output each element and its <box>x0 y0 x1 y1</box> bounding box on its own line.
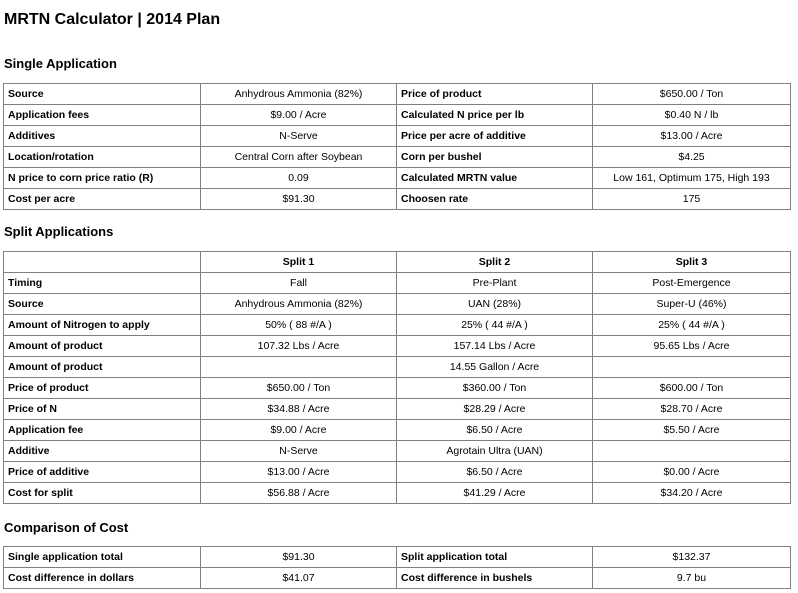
field-value: 0.09 <box>201 168 397 189</box>
field-value: $13.00 / Acre <box>593 126 791 147</box>
split-applications-heading: Split Applications <box>4 224 114 239</box>
split-3-value: $34.20 / Acre <box>593 483 791 504</box>
table-row <box>4 378 791 399</box>
table-row <box>4 399 791 420</box>
split-3-value: 95.65 Lbs / Acre <box>593 336 791 357</box>
table-row <box>4 483 791 504</box>
split-2-value: $6.50 / Acre <box>397 420 593 441</box>
split-3-value: Super-U (46%) <box>593 294 791 315</box>
field-value: $41.07 <box>201 568 397 589</box>
split-1-value: $34.88 / Acre <box>201 399 397 420</box>
table-row <box>4 168 791 189</box>
table-row <box>4 294 791 315</box>
row-label: Price of product <box>4 378 201 399</box>
split-1-value: $9.00 / Acre <box>201 420 397 441</box>
split-2-value: Pre-Plant <box>397 273 593 294</box>
split-1-value: 50% ( 88 #/A ) <box>201 315 397 336</box>
field-value: $9.00 / Acre <box>201 105 397 126</box>
row-label: Price of N <box>4 399 201 420</box>
field-value: $650.00 / Ton <box>593 84 791 105</box>
row-label: Amount of product <box>4 336 201 357</box>
table-row <box>4 315 791 336</box>
field-value: Central Corn after Soybean <box>201 147 397 168</box>
field-label: Application fees <box>4 105 201 126</box>
split-1-value: $650.00 / Ton <box>201 378 397 399</box>
split-3-value: $0.00 / Acre <box>593 462 791 483</box>
split-3-value <box>593 441 791 462</box>
column-header-split-2: Split 2 <box>397 252 593 273</box>
comparison-of-cost-heading: Comparison of Cost <box>4 520 129 535</box>
single-application-heading: Single Application <box>4 56 117 71</box>
field-label: Split application total <box>397 547 593 568</box>
split-3-value: 25% ( 44 #/A ) <box>593 315 791 336</box>
split-3-value: $5.50 / Acre <box>593 420 791 441</box>
single-application-table <box>3 83 791 210</box>
row-label: Additive <box>4 441 201 462</box>
split-3-value: $28.70 / Acre <box>593 399 791 420</box>
table-row <box>4 420 791 441</box>
split-1-value: N-Serve <box>201 441 397 462</box>
row-label: Amount of product <box>4 357 201 378</box>
split-1-value: 107.32 Lbs / Acre <box>201 336 397 357</box>
field-label: Additives <box>4 126 201 147</box>
field-value: $132.37 <box>593 547 791 568</box>
table-row <box>4 189 791 210</box>
split-2-value: 14.55 Gallon / Acre <box>397 357 593 378</box>
split-3-value: $600.00 / Ton <box>593 378 791 399</box>
table-row <box>4 568 791 589</box>
field-value: $91.30 <box>201 189 397 210</box>
split-3-value: Post-Emergence <box>593 273 791 294</box>
table-row <box>4 357 791 378</box>
table-row <box>4 105 791 126</box>
row-label: Amount of Nitrogen to apply <box>4 315 201 336</box>
split-2-value: $28.29 / Acre <box>397 399 593 420</box>
field-label: Single application total <box>4 547 201 568</box>
field-label: Location/rotation <box>4 147 201 168</box>
field-value: $91.30 <box>201 547 397 568</box>
table-row <box>4 84 791 105</box>
field-label: Cost per acre <box>4 189 201 210</box>
field-label: Corn per bushel <box>397 147 593 168</box>
column-header-split-1: Split 1 <box>201 252 397 273</box>
field-label: Price per acre of additive <box>397 126 593 147</box>
field-value: 175 <box>593 189 791 210</box>
field-label: Price of product <box>397 84 593 105</box>
field-value: $4.25 <box>593 147 791 168</box>
field-label: Calculated N price per lb <box>397 105 593 126</box>
split-1-value: $13.00 / Acre <box>201 462 397 483</box>
table-row <box>4 273 791 294</box>
row-label: Timing <box>4 273 201 294</box>
split-2-value: 25% ( 44 #/A ) <box>397 315 593 336</box>
field-label: N price to corn price ratio (R) <box>4 168 201 189</box>
field-label: Calculated MRTN value <box>397 168 593 189</box>
split-2-value: Agrotain Ultra (UAN) <box>397 441 593 462</box>
row-label: Price of additive <box>4 462 201 483</box>
field-value: Low 161, Optimum 175, High 193 <box>593 168 791 189</box>
table-row <box>4 547 791 568</box>
row-label: Application fee <box>4 420 201 441</box>
table-row <box>4 441 791 462</box>
table-row <box>4 147 791 168</box>
field-label: Cost difference in bushels <box>397 568 593 589</box>
split-1-value: Fall <box>201 273 397 294</box>
comparison-table <box>3 546 791 589</box>
field-value: Anhydrous Ammonia (82%) <box>201 84 397 105</box>
field-label: Cost difference in dollars <box>4 568 201 589</box>
field-value: 9.7 bu <box>593 568 791 589</box>
split-2-value: 157.14 Lbs / Acre <box>397 336 593 357</box>
split-2-value: $360.00 / Ton <box>397 378 593 399</box>
table-row <box>4 126 791 147</box>
table-row <box>4 336 791 357</box>
field-label: Source <box>4 84 201 105</box>
split-2-value: $6.50 / Acre <box>397 462 593 483</box>
field-value: $0.40 N / lb <box>593 105 791 126</box>
split-1-value: $56.88 / Acre <box>201 483 397 504</box>
split-1-value <box>201 357 397 378</box>
row-label: Cost for split <box>4 483 201 504</box>
split-2-value: $41.29 / Acre <box>397 483 593 504</box>
split-applications-table <box>3 251 791 504</box>
split-3-value <box>593 357 791 378</box>
split-2-value: UAN (28%) <box>397 294 593 315</box>
column-header-split-3: Split 3 <box>593 252 791 273</box>
row-label: Source <box>4 294 201 315</box>
table-header-row <box>4 252 791 273</box>
column-header <box>4 252 201 273</box>
page-title: MRTN Calculator | 2014 Plan <box>4 11 221 28</box>
field-value: N-Serve <box>201 126 397 147</box>
table-row <box>4 462 791 483</box>
split-1-value: Anhydrous Ammonia (82%) <box>201 294 397 315</box>
field-label: Choosen rate <box>397 189 593 210</box>
